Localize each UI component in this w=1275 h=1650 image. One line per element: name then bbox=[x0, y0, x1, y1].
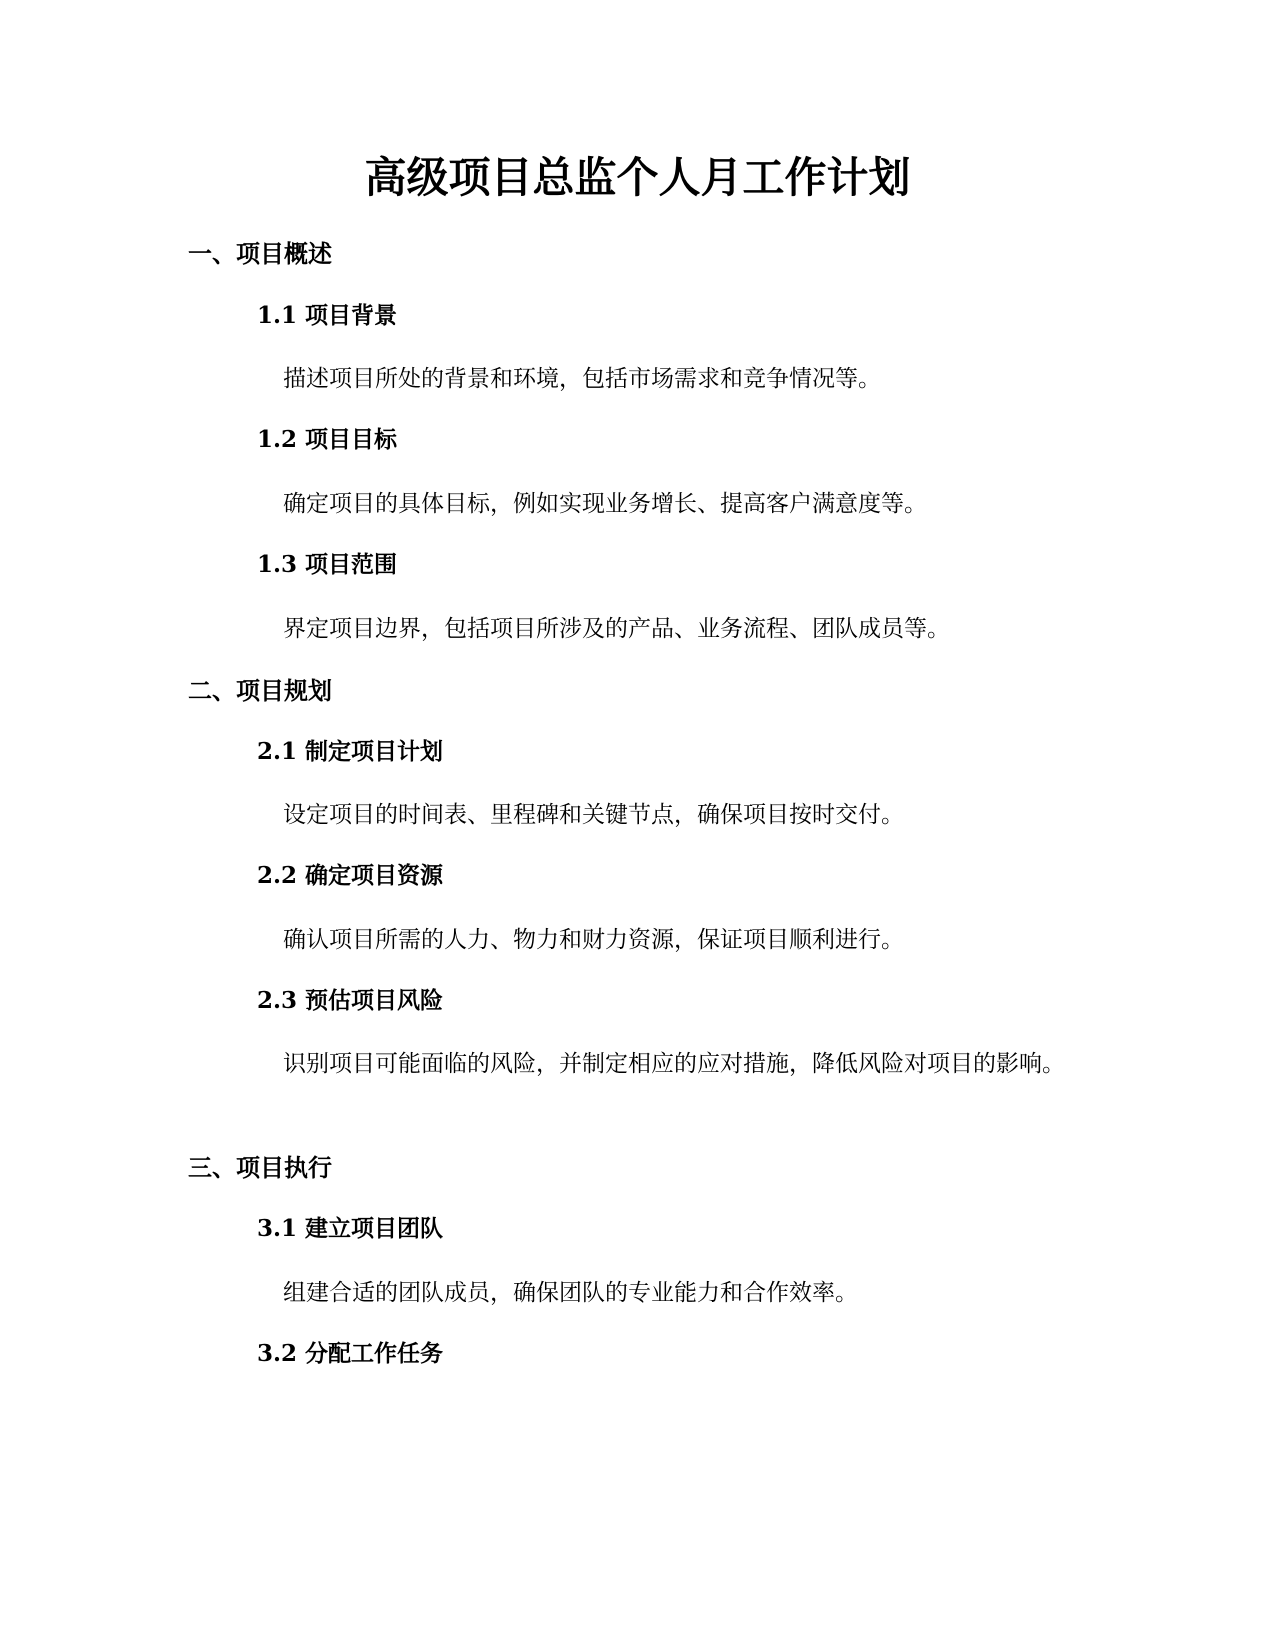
subheading-1-3: 1.3 项目范围 bbox=[257, 551, 398, 578]
subheading-2-1: 2.1 制定项目计划 bbox=[257, 738, 444, 765]
subheading-3-1: 3.1 建立项目团队 bbox=[257, 1215, 444, 1242]
paragraph-1-2: 确定项目的具体目标，例如实现业务增长、提高客户满意度等。 bbox=[283, 491, 927, 517]
subheading-1-1: 1.1 项目背景 bbox=[257, 302, 398, 329]
section-heading-planning: 二、项目规划 bbox=[188, 677, 332, 705]
paragraph-1-1: 描述项目所处的背景和环境，包括市场需求和竞争情况等。 bbox=[283, 366, 881, 392]
subheading-1-2: 1.2 项目目标 bbox=[257, 426, 398, 453]
subheading-2-2: 2.2 确定项目资源 bbox=[257, 862, 444, 889]
paragraph-3-1: 组建合适的团队成员，确保团队的专业能力和合作效率。 bbox=[283, 1280, 858, 1306]
paragraph-1-3: 界定项目边界，包括项目所涉及的产品、业务流程、团队成员等。 bbox=[283, 616, 950, 642]
section-heading-execution: 三、项目执行 bbox=[188, 1154, 332, 1182]
paragraph-2-3: 识别项目可能面临的风险，并制定相应的应对措施，降低风险对项目的影响。 bbox=[283, 1051, 1065, 1077]
paragraph-2-2: 确认项目所需的人力、物力和财力资源，保证项目顺利进行。 bbox=[283, 927, 904, 953]
subheading-2-3: 2.3 预估项目风险 bbox=[257, 987, 444, 1014]
document-title: 高级项目总监个人月工作计划 bbox=[364, 153, 911, 202]
section-heading-overview: 一、项目概述 bbox=[188, 240, 332, 268]
subheading-3-2: 3.2 分配工作任务 bbox=[257, 1340, 444, 1367]
paragraph-2-1: 设定项目的时间表、里程碑和关键节点，确保项目按时交付。 bbox=[283, 802, 904, 828]
